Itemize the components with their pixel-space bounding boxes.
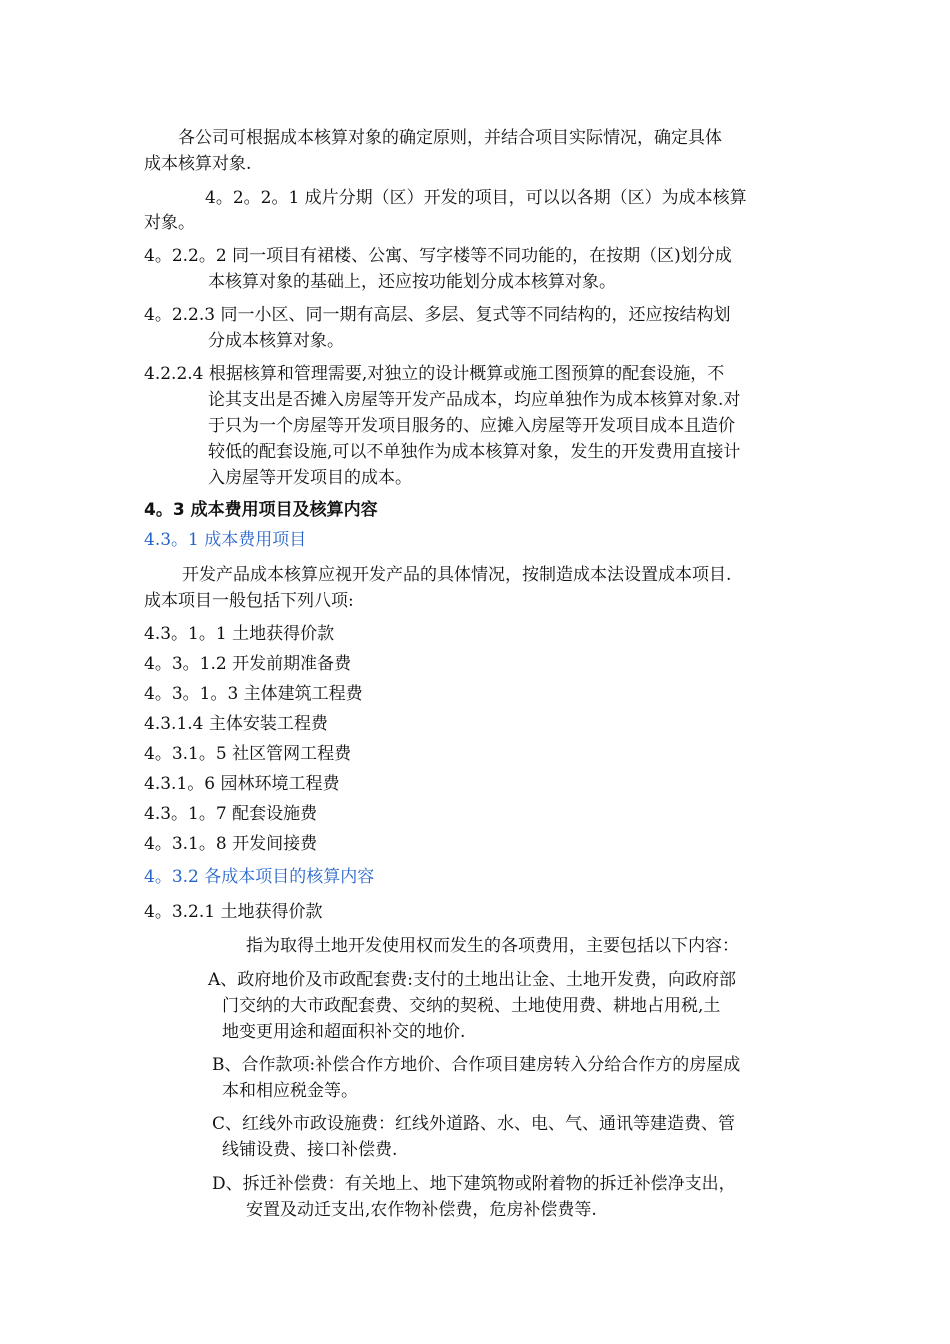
section-heading-4-3-1: 4.3。1 成本费用项目 (144, 530, 307, 550)
section-heading-4-3-2: 4。3.2 各成本项目的核算内容 (144, 867, 375, 887)
p4223-line-1: 4。2.2.3 同一小区、同一期有高层、多层、复式等不同结构的，还应按结构划 (144, 305, 731, 325)
item-4-3-2-1: 4。3.2.1 土地获得价款 (144, 902, 323, 922)
p4224-line-1: 4.2.2.4 根据核算和管理需要,对独立的设计概算或施工图预算的配套设施，不 (144, 364, 725, 384)
list-b-line-2: 本和相应税金等。 (222, 1081, 358, 1101)
list-d-line-2: 安置及动迁支出,农作物补偿费，危房补偿费等. (246, 1200, 597, 1220)
p431-intro-line-2: 成本项目一般包括下列八项: (144, 591, 354, 611)
p4224-line-2: 论其支出是否摊入房屋等开发产品成本，均应单独作为成本核算对象.对 (208, 390, 741, 410)
p4223-line-2: 分成本核算对象。 (208, 331, 344, 351)
list-a-line-2: 门交纳的大市政配套费、交纳的契税、土地使用费、耕地占用税,土 (222, 996, 721, 1016)
list-c-line-2: 线铺设费、接口补偿费. (222, 1140, 398, 1160)
list-c-line-1: C、红线外市政设施费：红线外道路、水、电、气、通讯等建造费、管 (212, 1114, 736, 1134)
intro-line-2: 成本核算对象. (144, 154, 252, 174)
p4321-intro: 指为取得土地开发使用权而发生的各项费用，主要包括以下内容： (246, 936, 739, 956)
list-item: 4。3。1.2 开发前期准备费 (144, 654, 352, 674)
list-b-line-1: B、合作款项:补偿合作方地价、合作项目建房转入分给合作方的房屋成 (212, 1055, 741, 1075)
p4221-line-1: 4。2。2。1 成片分期（区）开发的项目，可以以各期（区）为成本核算 (205, 188, 747, 208)
p4221-line-2: 对象。 (144, 213, 195, 233)
list-item: 4.3.1.4 主体安装工程费 (144, 714, 328, 734)
p431-intro-line-1: 开发产品成本核算应视开发产品的具体情况，按制造成本法设置成本项目. (182, 565, 732, 585)
p4222-line-1: 4。2.2。2 同一项目有裙楼、公寓、写字楼等不同功能的，在按期（区)划分成 (144, 246, 732, 266)
intro-line-1: 各公司可根据成本核算对象的确定原则，并结合项目实际情况，确定具体 (178, 128, 722, 148)
p4224-line-3: 于只为一个房屋等开发项目服务的、应摊入房屋等开发项目成本且造价 (208, 416, 735, 436)
list-a-line-3: 地变更用途和超面积补交的地价. (222, 1022, 466, 1042)
list-item: 4。3。1。3 主体建筑工程费 (144, 684, 363, 704)
list-item: 4。3.1。5 社区管网工程费 (144, 744, 352, 764)
section-heading-4-3: 4。3 成本费用项目及核算内容 (144, 500, 378, 520)
list-item: 4.3。1。1 土地获得价款 (144, 624, 335, 644)
list-item: 4.3.1。6 园林环境工程费 (144, 774, 340, 794)
list-item: 4.3。1。7 配套设施费 (144, 804, 318, 824)
p4222-line-2: 本核算对象的基础上，还应按功能划分成本核算对象。 (208, 272, 616, 292)
list-a-line-1: A、政府地价及市政配套费:支付的土地出让金、土地开发费，向政府部 (208, 970, 737, 990)
p4224-line-5: 入房屋等开发项目的成本。 (208, 468, 412, 488)
list-d-line-1: D、拆迁补偿费：有关地上、地下建筑物或附着物的拆迁补偿净支出， (212, 1174, 736, 1194)
p4224-line-4: 较低的配套设施,可以不单独作为成本核算对象，发生的开发费用直接计 (208, 442, 741, 462)
list-item: 4。3.1。8 开发间接费 (144, 834, 318, 854)
